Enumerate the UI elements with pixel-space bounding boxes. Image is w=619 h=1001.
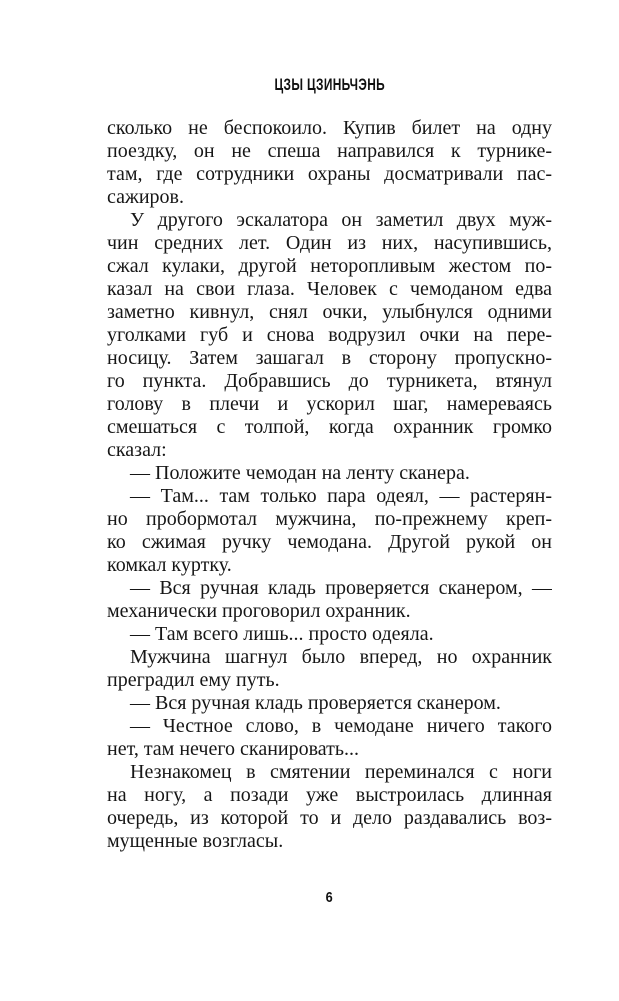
text-line: — Там всего лишь... просто одеяла. — [130, 623, 434, 645]
paragraph — [107, 692, 552, 715]
text-line: заметно кивнул, снял очки, улыбнулся одними — [107, 301, 552, 323]
text-line: сажиров. — [107, 186, 184, 208]
text-line: чин средних лет. Один из них, насупившись, — [107, 232, 552, 254]
text-line: — Там... там только пара одеял, — растерян- — [130, 485, 552, 507]
text-line: го пункта. Добравшись до турникета, втянул — [107, 370, 552, 392]
text-line: уголками губ и снова водрузил очки на пере- — [107, 324, 552, 346]
text-line: сжал кулаки, другой неторопливым жестом по- — [107, 255, 552, 277]
paragraph — [107, 209, 552, 462]
text-line: очередь, из которой то и дело раздавались воз- — [107, 807, 552, 829]
text-line: там, где сотрудники охраны досматривали пас- — [107, 163, 552, 185]
text-line: носицу. Затем зашагал в сторону пропускно- — [107, 347, 552, 369]
text-line: У другого эскалатора он заметил двух муж- — [130, 209, 552, 231]
paragraph — [107, 462, 552, 485]
paragraph — [107, 715, 552, 761]
text-line: сказал: — [107, 439, 167, 461]
text-line: Незнакомец в смятении переминался с ноги — [130, 761, 552, 783]
text-line: ко сжимая ручку чемодана. Другой рукой он — [107, 531, 552, 553]
page-number-text: 6 — [325, 889, 334, 906]
paragraph — [107, 117, 552, 209]
page-text — [107, 117, 552, 853]
text-line: — Положите чемодан на ленту сканера. — [130, 462, 470, 484]
text-line: сколько не беспокоило. Купив билет на одну — [107, 117, 552, 139]
text-line: но пробормотал мужчина, по-прежнему креп- — [107, 508, 552, 530]
text-line: — Вся ручная кладь проверяется сканером. — [130, 692, 501, 714]
text-line: механически проговорил охранник. — [107, 600, 411, 622]
text-line: комкал куртку. — [107, 554, 232, 576]
text-line: поездку, он не спеша направился к турнике- — [107, 140, 552, 162]
text-line: смешаться с толпой, когда охранник громко — [107, 416, 552, 438]
text-line: мущенные возгласы. — [107, 830, 284, 852]
paragraph — [107, 623, 552, 646]
text-line: преградил ему путь. — [107, 669, 280, 691]
page-number — [107, 889, 552, 907]
text-line: — Вся ручная кладь проверяется сканером, — — [130, 577, 552, 599]
running-header-text: ЦЗЫ ЦЗИНЬЧЭНЬ — [274, 76, 385, 94]
text-line: голову в плечи и ускорил шаг, намереваясь — [107, 393, 552, 415]
text-line: Мужчина шагнул было вперед, но охранник — [130, 646, 552, 668]
text-line: — Честное слово, в чемодане ничего такого — [130, 715, 552, 737]
running-header — [107, 76, 552, 95]
paragraph — [107, 761, 552, 853]
text-line: на ногу, а позади уже выстроилась длинная — [107, 784, 552, 806]
text-line: казал на свои глаза. Человек с чемоданом едва — [107, 278, 552, 300]
paragraph — [107, 646, 552, 692]
paragraph — [107, 485, 552, 577]
paragraph — [107, 577, 552, 623]
text-line: нет, там нечего сканировать... — [107, 738, 360, 760]
